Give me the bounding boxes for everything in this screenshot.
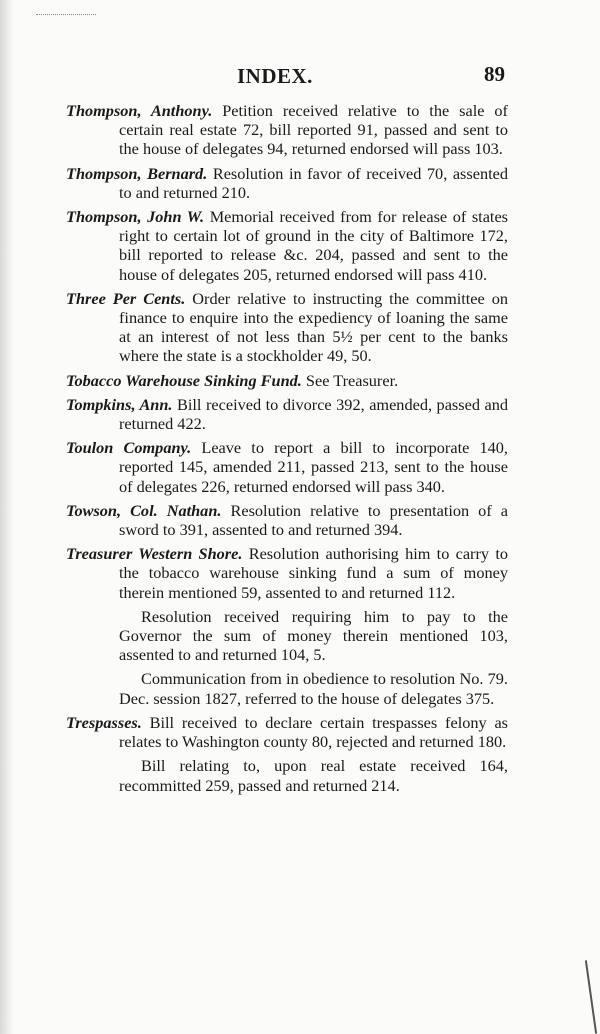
index-entry-trespasses bbox=[66, 713, 508, 751]
index-entry-thompson-john bbox=[66, 207, 508, 284]
index-entries bbox=[66, 101, 508, 800]
page-edge-mark bbox=[585, 960, 597, 1034]
index-entry-towson-nathan bbox=[66, 501, 508, 539]
entry-text: Resolution relative to presentation of a sword to 391, assented to and returned 394. bbox=[119, 500, 509, 540]
index-entry-three-per-cents bbox=[66, 289, 508, 366]
page-title: INDEX. bbox=[237, 64, 313, 88]
entry-name: Trespasses. bbox=[66, 712, 142, 732]
entry-text: Bill received to divorce 392, amended, passed and returned 422. bbox=[119, 394, 508, 434]
index-entry-tobacco-warehouse bbox=[66, 371, 508, 390]
index-subentry: Bill relating to, upon real estate received 164, recommitted 259, passed and returned 214. bbox=[119, 756, 508, 795]
index-subentry: Communication from in obedience to resolution No. 79. Dec. session 1827, referred to the house of delegates 375. bbox=[119, 669, 508, 708]
index-entry-tompkins-ann bbox=[66, 395, 508, 433]
index-entry-toulon-company bbox=[66, 438, 508, 496]
entry-name: Tobacco Warehouse Sinking Fund. bbox=[66, 370, 302, 390]
entry-text: Leave to report a bill to incorporate 140, reported 145, amended 211, passed 213, sent to the house of delegates 226, returned endorsed will pass 340. bbox=[119, 438, 508, 496]
entry-name: Thompson, John W. bbox=[66, 207, 205, 227]
index-entry-treasurer-western-shore bbox=[66, 544, 508, 602]
entry-text: Resolution authorising him to carry to the tobacco warehouse sinking fund a sum of money therein mentioned 59, assented to and returned 112. bbox=[119, 544, 508, 602]
entry-text: Petition received relative to the sale of certain real estate 72, bill reported 91, passed and sent to the house of delegates 94, returned endorsed will pass 103. bbox=[119, 101, 508, 159]
entry-name: Toulon Company. bbox=[66, 438, 192, 458]
entry-name: Treasurer Western Shore. bbox=[66, 544, 243, 564]
index-subentry: Resolution received requiring him to pay to the Governor the sum of money therein mentioned 103, assented to and returned 104, 5. bbox=[119, 606, 508, 665]
page-number: 89 bbox=[484, 62, 505, 86]
entry-name: Towson, Col. Nathan. bbox=[66, 500, 222, 520]
entry-text: Resolution in favor of received 70, assented to and returned 210. bbox=[119, 163, 508, 202]
entry-text: See Treasurer. bbox=[305, 370, 399, 390]
entry-text: Memorial received from for release of states right to certain lot of ground in the city of Baltimore 172, bill reported to release &c. 204, passed and sent to the house of delegates 205, returned endorsed will pass 410. bbox=[119, 207, 509, 284]
index-entry-thompson-bernard bbox=[66, 164, 508, 202]
page-mark bbox=[36, 14, 96, 21]
entry-name: Tompkins, Ann. bbox=[66, 394, 173, 414]
entry-name: Three Per Cents. bbox=[66, 288, 186, 308]
entry-text: Order relative to instructing the committee on finance to enquire into the expediency of loaning the same at an interest of not less than 5½ per cent to the banks where the state is a stockholder 49, 50. bbox=[119, 288, 508, 366]
page-gutter bbox=[0, 0, 14, 1034]
index-entry-thompson-anthony bbox=[66, 101, 508, 159]
entry-text: Bill received to declare certain trespasses felony as relates to Washington county 80, rejected and returned 180. bbox=[119, 712, 509, 752]
entry-name: Thompson, Bernard. bbox=[66, 163, 208, 183]
entry-name: Thompson, Anthony. bbox=[66, 101, 213, 120]
running-head bbox=[0, 60, 600, 90]
